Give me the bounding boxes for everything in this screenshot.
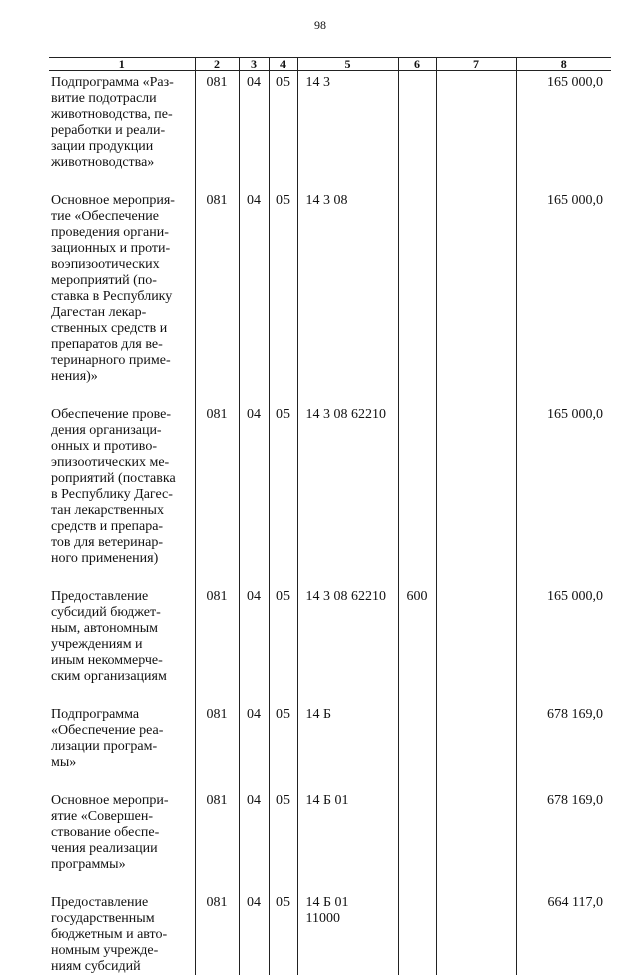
cell-amount-text: 165 000,0 — [520, 407, 604, 423]
cell-col-3-text: 04 — [240, 193, 269, 209]
cell-col-6-text: 600 — [399, 589, 436, 605]
row-spacer — [49, 771, 611, 789]
spacer-cell — [239, 567, 269, 585]
spacer-cell — [195, 685, 239, 703]
row-description — [49, 703, 195, 771]
row-description-text: Подпрограмма «Обеспечение реа- лизации програм- мы» — [51, 707, 193, 771]
spacer-cell — [436, 685, 516, 703]
column-header-6: 6 — [398, 58, 436, 71]
spacer-cell — [239, 873, 269, 891]
column-header-8: 8 — [516, 58, 611, 71]
cell-col-3 — [239, 403, 269, 567]
spacer-cell — [436, 567, 516, 585]
cell-col-6 — [398, 789, 436, 873]
spacer-cell — [297, 385, 398, 403]
cell-col-2-text: 081 — [196, 707, 239, 723]
column-header-2: 2 — [195, 58, 239, 71]
row-description-text: Предоставление государственным бюджетным и авто- номным учрежде- ниям субсидий — [51, 895, 193, 975]
spacer-cell — [269, 385, 297, 403]
spacer-cell — [436, 771, 516, 789]
cell-col-2 — [195, 189, 239, 385]
spacer-cell — [436, 873, 516, 891]
column-header-7: 7 — [436, 58, 516, 71]
table-row — [49, 585, 611, 685]
table-row — [49, 891, 611, 975]
row-description — [49, 403, 195, 567]
cell-col-4 — [269, 71, 297, 172]
cell-amount — [516, 585, 611, 685]
spacer-cell — [297, 685, 398, 703]
cell-amount-text: 664 117,0 — [520, 895, 604, 911]
spacer-cell — [297, 171, 398, 189]
cell-col-4-text: 05 — [270, 895, 297, 911]
page-number: 98 — [0, 18, 640, 33]
spacer-cell — [269, 685, 297, 703]
spacer-cell — [398, 567, 436, 585]
cell-target-code — [297, 71, 398, 172]
cell-col-2 — [195, 403, 239, 567]
spacer-cell — [239, 771, 269, 789]
cell-amount — [516, 891, 611, 975]
cell-col-6 — [398, 585, 436, 685]
spacer-cell — [516, 567, 611, 585]
spacer-cell — [398, 873, 436, 891]
cell-col-3 — [239, 585, 269, 685]
table-row — [49, 189, 611, 385]
spacer-cell — [49, 771, 195, 789]
cell-col-6 — [398, 189, 436, 385]
column-header-5: 5 — [297, 58, 398, 71]
cell-target-code-text: 14 3 08 62210 — [306, 589, 395, 605]
spacer-cell — [195, 171, 239, 189]
spacer-cell — [516, 385, 611, 403]
cell-col-3-text: 04 — [240, 793, 269, 809]
spacer-cell — [516, 873, 611, 891]
table-header-row — [49, 58, 611, 71]
cell-col-4 — [269, 891, 297, 975]
cell-col-3 — [239, 789, 269, 873]
cell-col-2-text: 081 — [196, 589, 239, 605]
column-header-3: 3 — [239, 58, 269, 71]
spacer-cell — [239, 385, 269, 403]
spacer-cell — [195, 873, 239, 891]
spacer-cell — [195, 771, 239, 789]
cell-col-4 — [269, 585, 297, 685]
table-body — [49, 71, 611, 975]
cell-col-6 — [398, 891, 436, 975]
cell-col-3-text: 04 — [240, 589, 269, 605]
spacer-cell — [49, 385, 195, 403]
cell-amount — [516, 703, 611, 771]
spacer-cell — [436, 385, 516, 403]
cell-amount — [516, 403, 611, 567]
row-description-text: Обеспечение прове- дения организаци- онных и противо- эпизоотических ме- роприятий (поставка в Республику Дагес- тан лекарственных средств и препара- тов для ветеринар- ного применения) — [51, 407, 193, 567]
cell-amount-text: 165 000,0 — [520, 193, 604, 209]
cell-col-4-text: 05 — [270, 793, 297, 809]
spacer-cell — [269, 873, 297, 891]
cell-target-code — [297, 403, 398, 567]
cell-target-code — [297, 585, 398, 685]
cell-col-7 — [436, 403, 516, 567]
cell-target-code-text: 14 3 08 62210 — [306, 407, 395, 423]
spacer-cell — [239, 685, 269, 703]
cell-col-7 — [436, 703, 516, 771]
cell-target-code — [297, 891, 398, 975]
spacer-cell — [49, 685, 195, 703]
row-description — [49, 71, 195, 172]
spacer-cell — [436, 171, 516, 189]
cell-col-3 — [239, 891, 269, 975]
cell-col-4-text: 05 — [270, 407, 297, 423]
cell-col-7 — [436, 891, 516, 975]
cell-col-3-text: 04 — [240, 407, 269, 423]
row-description — [49, 789, 195, 873]
spacer-cell — [269, 771, 297, 789]
row-description — [49, 891, 195, 975]
spacer-cell — [516, 685, 611, 703]
cell-col-3 — [239, 71, 269, 172]
spacer-cell — [49, 873, 195, 891]
spacer-cell — [516, 171, 611, 189]
spacer-cell — [195, 385, 239, 403]
cell-target-code — [297, 789, 398, 873]
spacer-cell — [269, 171, 297, 189]
cell-col-2 — [195, 891, 239, 975]
cell-amount-text: 165 000,0 — [520, 75, 604, 91]
row-description-text: Основное меропри- ятие «Совершен- ствование обеспе- чения реализации программы» — [51, 793, 193, 873]
cell-amount-text: 678 169,0 — [520, 707, 604, 723]
cell-col-3 — [239, 189, 269, 385]
cell-col-6 — [398, 71, 436, 172]
spacer-cell — [297, 567, 398, 585]
spacer-cell — [398, 171, 436, 189]
spacer-cell — [398, 771, 436, 789]
table-row — [49, 403, 611, 567]
spacer-cell — [49, 171, 195, 189]
spacer-cell — [195, 567, 239, 585]
budget-table — [49, 57, 611, 975]
row-description — [49, 189, 195, 385]
cell-col-2-text: 081 — [196, 193, 239, 209]
table-row — [49, 703, 611, 771]
cell-col-7 — [436, 789, 516, 873]
cell-target-code-text: 14 3 — [306, 75, 395, 91]
row-spacer — [49, 685, 611, 703]
cell-amount-text: 165 000,0 — [520, 589, 604, 605]
cell-amount — [516, 71, 611, 172]
cell-col-6 — [398, 403, 436, 567]
row-description-text: Подпрограмма «Раз- витие подотрасли животноводства, пе- реработки и реали- зации продукции животноводства» — [51, 75, 193, 171]
spacer-cell — [269, 567, 297, 585]
spacer-cell — [398, 385, 436, 403]
row-spacer — [49, 567, 611, 585]
cell-target-code-text: 14 Б 01 11000 — [306, 895, 395, 927]
cell-col-7 — [436, 71, 516, 172]
table-row — [49, 789, 611, 873]
cell-col-2 — [195, 71, 239, 172]
cell-col-2-text: 081 — [196, 75, 239, 91]
row-spacer — [49, 385, 611, 403]
spacer-cell — [239, 171, 269, 189]
cell-col-7 — [436, 585, 516, 685]
cell-col-2-text: 081 — [196, 407, 239, 423]
cell-amount — [516, 189, 611, 385]
cell-col-2-text: 081 — [196, 793, 239, 809]
spacer-cell — [516, 771, 611, 789]
cell-col-4-text: 05 — [270, 75, 297, 91]
cell-col-3-text: 04 — [240, 895, 269, 911]
spacer-cell — [398, 685, 436, 703]
cell-col-4 — [269, 703, 297, 771]
cell-target-code — [297, 703, 398, 771]
table-row — [49, 71, 611, 172]
cell-amount — [516, 789, 611, 873]
cell-col-2 — [195, 789, 239, 873]
cell-col-2 — [195, 585, 239, 685]
cell-col-4 — [269, 789, 297, 873]
spacer-cell — [49, 567, 195, 585]
cell-target-code — [297, 189, 398, 385]
cell-col-2-text: 081 — [196, 895, 239, 911]
cell-col-4-text: 05 — [270, 193, 297, 209]
row-description — [49, 585, 195, 685]
cell-target-code-text: 14 Б — [306, 707, 395, 723]
column-header-4: 4 — [269, 58, 297, 71]
row-description-text: Предоставление субсидий бюджет- ным, автономным учреждениям и иным некоммерче- ским организациям — [51, 589, 193, 685]
cell-col-6 — [398, 703, 436, 771]
spacer-cell — [297, 771, 398, 789]
cell-target-code-text: 14 3 08 — [306, 193, 395, 209]
row-spacer — [49, 171, 611, 189]
column-header-1: 1 — [49, 58, 195, 71]
cell-col-4-text: 05 — [270, 589, 297, 605]
cell-col-4-text: 05 — [270, 707, 297, 723]
spacer-cell — [297, 873, 398, 891]
cell-col-3-text: 04 — [240, 75, 269, 91]
cell-target-code-text: 14 Б 01 — [306, 793, 395, 809]
row-spacer — [49, 873, 611, 891]
cell-col-2 — [195, 703, 239, 771]
cell-col-4 — [269, 189, 297, 385]
cell-col-3-text: 04 — [240, 707, 269, 723]
row-description-text: Основное мероприя- тие «Обеспечение проведения органи- зационных и проти- воэпизоотических мероприятий (по- ставка в Республику Дагестан лекар- ственных средств и препаратов для ве- теринарного приме- нения)» — [51, 193, 193, 385]
cell-col-3 — [239, 703, 269, 771]
cell-col-7 — [436, 189, 516, 385]
cell-amount-text: 678 169,0 — [520, 793, 604, 809]
cell-col-4 — [269, 403, 297, 567]
